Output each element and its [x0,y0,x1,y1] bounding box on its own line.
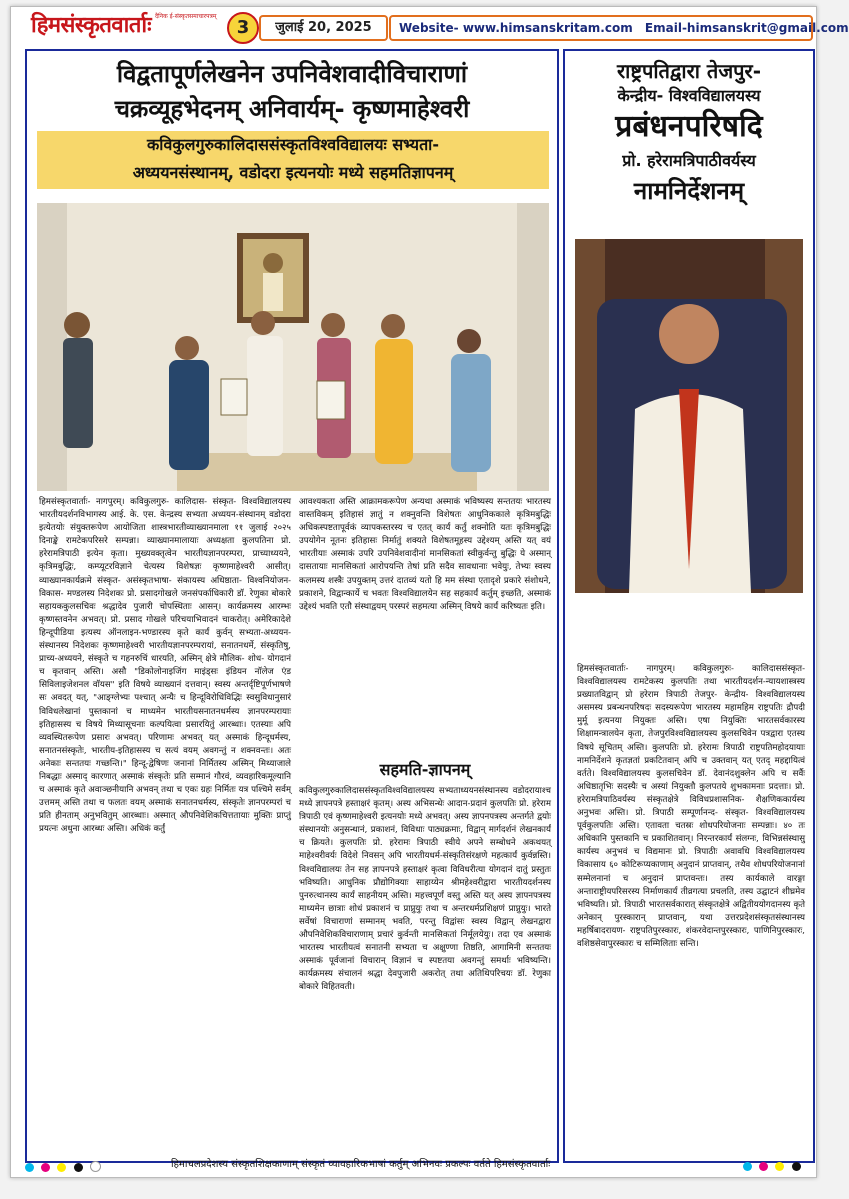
section-heading-mou: सहमति-ज्ञापनम् [379,760,471,779]
logo-subtitle: दैनिक ई-संस्कृतसमाचारपत्रम् [155,13,217,20]
left-article-body-part3: कविकुलगुरुकालिदाससंस्कृतविश्वविद्यालयस्य सभ्यताध्ययनसंस्थानस्य वडोदरायाश्च मध्ये ज्ञापनपत्रे हस्ताक्षरं कृतम्। अस्य अभिसन्धेः आदान-प्रदानं कुलपतिः प्रो. हरेराम त्रिपाठी एवं कृष्णमाहेश्वरी इत्यनयोः मध्ये अभवत्। अस्य ज्ञापनपत्रस्य अन्तर्गते द्वयोः संस्थानयोः अनुसन्धानं, प्रकाशनं, विविधाः पाठ्यक्रमाः, विद्वान् मार्गदर्शनं लेखनकार्यं च क्रियते। कुलपतिः प्रो. हरेरामः त्रिपाठी स्वीये अपने सम्बोधने अकथयत् माहेश्वरीवर्यः विदेशे निवसन् अपि भारतीयधर्म-संस्कृतिसंरक्षणे महत्कार्यं कुर्वन्नस्ति। विश्वविद्यालयः तेन सह ज्ञापनपत्रे हस्ताक्षरं कृत्वा विविधरीत्या योगदानं दातुं प्रस्तुतः भविष्यति। आधुनिक प्रौद्योगिक्याः साहाय्येन श्रीमहेश्वरीद्वारा भारतीयदर्शनस्य पुनरुत्थानस्य कार्यं साहनीयम् अस्ति। महत्त्वपूर्णं वस्तु अस्ति यत् अस्य ज्ञापनपत्रस्य माध्यमेन छात्राः शोधं प्रकाशनं च प्राप्नुयुः तथा च अन्तरधर्मप्रशिक्षणं प्राप्नुयुः। भारते सर्वेषां विचाराणां सम्मानम् भवति, परन्तु विद्वांसः स्वस्य विद्वान् लेखनद्वारा औपनिवेशिकविचाराणाम् प्रचारं कुर्वन्ती मानसिकतां निर्मूलयेयुः। तदा एव अस्माकं भारतस्य भारतीयत्वं सनातनी सभ्यता च अक्षुण्णा तिष्ठति, आगामिनी सन्ततयः अस्माकं पूर्वजानां विचारान् विज्ञानं च स्पष्टतया अवगन्तुं समर्थाः भविष्यन्ति। कार्यक्रमस्य संचालनं श्रद्धा देवपुजारी अकरोत् तथा अतिथिपरिचयः डॉ. रेणुका बोकारे विहितवती। [299,786,551,993]
portrait-illustration [575,239,803,593]
newspaper-logo[interactable] [25,11,225,41]
right-headline-line1: राष्ट्रपतिद्वारा तेजपुर- [616,59,762,83]
newspaper-page [10,6,849,1178]
issue-date: जुलाई 20, 2025 [259,15,388,41]
portrait-photo[interactable] [575,239,803,593]
registration-dots-right [743,1161,805,1171]
website-link[interactable]: Website- www.himsanskritam.com [399,21,633,35]
contact-bar [389,15,849,41]
right-article [563,49,815,1163]
right-headline-line2: केन्द्रीय- विश्वविद्यालयस्य [617,86,761,105]
page-number: 3 [227,12,259,44]
magenta-dot [41,1163,50,1172]
right-headline-line5: नामनिर्देशनम् [633,177,745,205]
magenta-dot [759,1162,768,1171]
left-article-body-part2: आवश्यकता अस्ति आक्रामकरूपेण अन्यथा अस्माकं भविष्यस्य सन्ततयः भारतस्य वास्तविकम् इतिहासं ज्ञातुं न शक्नुवन्ति विशेषतः आधुनिककाले कृत्रिमबुद्धिः अधिकस्पष्टतापूर्वकं व्यापकस्तरस्य च एतत् कार्यं कर्तुं शक्नोति यतः कृत्रिमबुद्धिः उपयोगेन नूतनः इतिहासः निर्मातुं शक्यते विशेषतमूहस्य उद्देश्यम् अस्ति यत् वयं भारतीयाः अस्माकं उपरि उपनिवेशवादीनां मानसिकतां स्वीकुर्वन्तु बुद्धिः ये अस्मान् दासतायाः मानसिकतां आरोपयन्ति तेषां प्रति सदैव सावधानाः भवेयुः, तेभ्यः स्वस्य कलमस्य शस्त्रैः उपयुक्तम् उत्तरं दातव्यं यतो हि मम संस्था एतादृशे प्रकारे संशोधने, प्रकाशने, विद्वान्कार्ये च भवतः विश्वविद्यालयेन सह सहकार्यं कर्तुम् इच्छति, अस्माकं उद्देश्यं भवति एतौ संस्थाद्वयम् परस्परं सहमत्या अस्मिन् विषये कार्यं करिष्यतः इति। [299,497,551,612]
right-headline-line3: प्रबंधनपरिषदि [615,109,763,144]
left-headline-line2: चक्रव्यूहभेदनम् अनिवार्यम्- कृष्णमाहेश्वरी [114,95,470,123]
left-headline-line1: विद्वतापूर्णलेखनेन उपनिवेशवादीविचाराणां [116,60,468,88]
cyan-dot [743,1162,752,1171]
email-link[interactable]: Email-himsanskrit@gmail.com [644,21,849,35]
right-article-body: हिमसंस्कृतवार्ताः- नागपुरम्। कविकुलगुरुः- कालिदाससंस्कृत- विश्वविद्यालयस्य रामटेकस्य कुलपतिः तथा भारतीयदर्शन-न्यायशास्त्रस्य प्रख्यातविद्वान् प्रो हरेराम त्रिपाठी तेजपुर- केन्द्रीय- विश्वविद्यालयस्य असमस्य प्रबन्धनपरिषदः सदस्यरूपेण भारतस्य महामहिम राष्ट्रपतिः द्रौपदी मुर्मू इत्यनया नियुक्तः अस्ति। एषा नियुक्तिः भारतसर्वकारस्य शिक्षामन्त्रालयेन कृता, तेजपुरविश्वविद्यालयस्य कुलसचिवेन पत्रद्वारा एतस्य विषये सूचितम् अस्ति। कुलपतिः प्रो. हरेरामः त्रिपाठी राष्ट्रपतिमहोदयायाः नामनिर्देशने कृतज्ञतां प्रकटितवान् अपि च उक्तवान् यत् एतद् महद्दायित्वं वर्तते। विश्वविद्यालयस्य कुलसचिवेन डॉ. देवानंदशुक्लेन अपि च सर्वैः अधिष्ठातृभिः सदस्यैः च अस्यां नियुक्तौ कुलपतये शुभकामनाः प्रदत्ताः। प्रो. हरेरामत्रिपाठिवर्यस्य संस्कृतक्षेत्रे विविधप्रशासनिक- शैक्षणिककार्यस्य अनुभवः अस्ति। प्रो. त्रिपाठी सम्पूर्णानन्द- संस्कृत- विश्वविद्यालयस्य पूर्वकुलपतिः अस्ति। एतावता चतस्रः शोधपरियोजनाः सम्पन्नाः। ४० तः अधिकानि पुस्तकानि च प्रकाशितवान्। निरन्तरकार्यं संलग्नः, विभिन्नसंस्थासु कार्यस्य अनुभवं च विद्यमानः प्रो. त्रिपाठीः अवावधि विश्वविद्यालयस्य विकासाय ६० कोटिरूप्यकाणाम् अनुदानं प्राप्तवान्, तथैव शोधपरियोजनानां सम्मेलनानां च अनुदानं प्राप्तवन्तः। तस्य कार्यकाले वारङ्गा अन्ताराष्ट्रीयपरिसरस्य निर्माणकार्यं तीव्रगत्या प्रचलति, तस्य उद्घाटनं शीघ्रमेव भविष्यति। प्रो. त्रिपाठी भारतसर्वकारात् संस्कृतक्षेत्रे अद्वितीययोगदानस्य कृते अनेकान् पुरस्कारान् प्राप्तवान्, यथा उत्तरप्रदेशसंस्कृतसंस्थानस्य महर्षिबादरायण- राष्ट्रपतिपुरस्कारः, शंकरवेदान्तपुरस्कारः, पाणिनिपुरस्कारः, वशिष्ठसेवापुरस्कारः च सम्मिलिताः सन्ति। [577,664,805,949]
right-headline-line4: प्रो. हरेरामत्रिपाठीवर्यस्य [622,151,756,170]
mou-photo-illustration [37,203,549,491]
left-article-body-part1: हिमसंस्कृतवार्ताः- नागपुरम्। कविकुलगुरु- कालिदास- संस्कृत- विश्वविद्यालयस्य भारतीयदर्शनविभागस्य आई. के. एस. केन्द्रस्य सभ्यता अध्ययन-संस्थानम् वडोदरा इत्येतयोः संयुक्तरूपेण आयोजिता शास्त्रभारतीव्याख्यानमाला ११ जुलाई २०२५ दिनाङ्के रामटेकपरिसरे सम्पन्ना। व्याख्यानमालायाः अध्यक्षता कुलपतिना प्रो. हरेरामत्रिपाठी इत्येन कृता। मुख्यवक्तृत्वेन भारतीयज्ञानपरम्परा, प्राच्याध्ययने, कृत्रिमबुद्धिः, कम्प्यूटरविज्ञाने चेत्यस्य विशेषज्ञः कृष्णमाहेश्वरी आसीत्। व्याख्यानकार्यक्रमे संस्कृत- असंस्कृतभाषा- संकायस्य अधिष्ठाता- विश्वनियोजन- विकास- मण्डलस्य निदेशकः प्रो. प्रसादगोखले जनसंपर्काधिकारी डॉ. रेणुका बोकारे सहायककुलसचिवः श्रद्धादेव पुजारी चोपस्थिताः आसन्। कार्यक्रमस्य आरम्भः कृष्णस्तवनेन अभवत्। प्रो. प्रसाद गोखले परिचयाभिवादनं चाकरोत्। अमेरिकादेशे हिन्दूपीडिया इत्यस्य ऑनलाइन-भण्डारस्य कृते कार्यं कुर्वन् सभ्यता-अध्ययन-संस्थानस्य निदेशकः कृष्णमाहेश्वरी भारतीयज्ञानपरम्परायां, सनातनधर्मे, संस्कृतिषु, प्राच्य-अध्ययने, संस्कृते च गहनरुचिं धारयति, अस्मिन् क्षेत्रे मौलिक- शोध- योगदानं च कृतवान् अस्ति। असौ "डिकोलोनाइजिंग माइंड्सः इंडियन नॉलेज एंड सिविलाइजेशनल वॉयस" इति विषये व्याख्यानं दत्तवान्। स्वस्य अन्तर्दृष्टिपूर्णभाषणे सः अवदत् यत्, "आङ्ग्लेभ्यः पश्चात् अन्यैः च हिन्दूविरोधिविद्भिः स्वसुविधानुसारं विविधलेखानां पुस्तकानां च माध्यमेन भारतीयसनातनधर्मस्य ज्ञानपरम्परायाः इतिहासस्य च विषये मिथ्यासूचनाः कल्पयित्वा प्रसारयितुं आरब्धाः। एतस्याः अपि व्यवस्थितरूपेण प्रसारः अभवत्। परिणामः अभवत् यत् अस्माकं हिन्दूधर्मस्य, सनातनसंस्कृतेः, भारतीय-इतिहासस्य च सत्यं वयम् अवगन्तुं न शक्नवन्तः। अतः अनेकाः सन्ततयः गच्छन्ति।" हिन्दू-द्वेषिणः जनानां निर्मितस्य अस्मिन् मिथ्याजाले निबद्धाः अस्माद् कारणात् अस्माकं संस्कृतेः प्रति सम्मानं गौरवं, व्यवहारिकमूल्यानि च अस्माकं कृते अवाञ्छनीयानि अभवन् तथा च एकः ग्रहः निर्मितः यत्र पश्चिमे सर्वम् उत्तमम् अस्ति तथा च फलतः वयम् अस्माकं सनातनधर्मस्य, संस्कृतेः ज्ञानपरम्परां च प्रति हीनताम् अनुभवितुम् आरब्धाः। अस्मात् औपनिवेशिकचित्ततायाः मुक्तिः प्राप्तुं प्रयत्नः अधुना आरब्धः अस्ति। अधिकं कर्तुं [39,497,291,835]
right-headline [565,57,813,207]
black-dot [74,1163,83,1172]
masthead [25,11,849,41]
yellow-dot [775,1162,784,1171]
subheadline-line2: अध्ययनसंस्थानम्, वडोदरा इत्यनयोः मध्ये सहमतिज्ञापनम् [132,163,454,182]
footer-tagline: हिमाचलप्रदेशस्य संस्कृतशिक्षकाणाम् संस्कृतं व्यावहारिकभाषां कर्तुम् अभिनवः प्रकल्पः वर्तते हिमसंस्कृतवार्ताः [171,1159,551,1170]
left-subheadline [37,131,549,189]
yellow-dot [57,1163,66,1172]
footer-bar [25,1157,812,1173]
black-dot [792,1162,801,1171]
mou-photo[interactable] [37,203,549,491]
registration-dots-left [25,1161,105,1171]
subheadline-line1: कविकुलगुरुकालिदाससंस्कृतविश्वविद्यालयः सभ्यता- [147,135,439,154]
left-article [25,49,559,1163]
cyan-dot [25,1163,34,1172]
left-headline [27,57,557,127]
white-dot [90,1161,101,1172]
logo-text: हिमसंस्कृतवार्ताः [31,12,152,38]
